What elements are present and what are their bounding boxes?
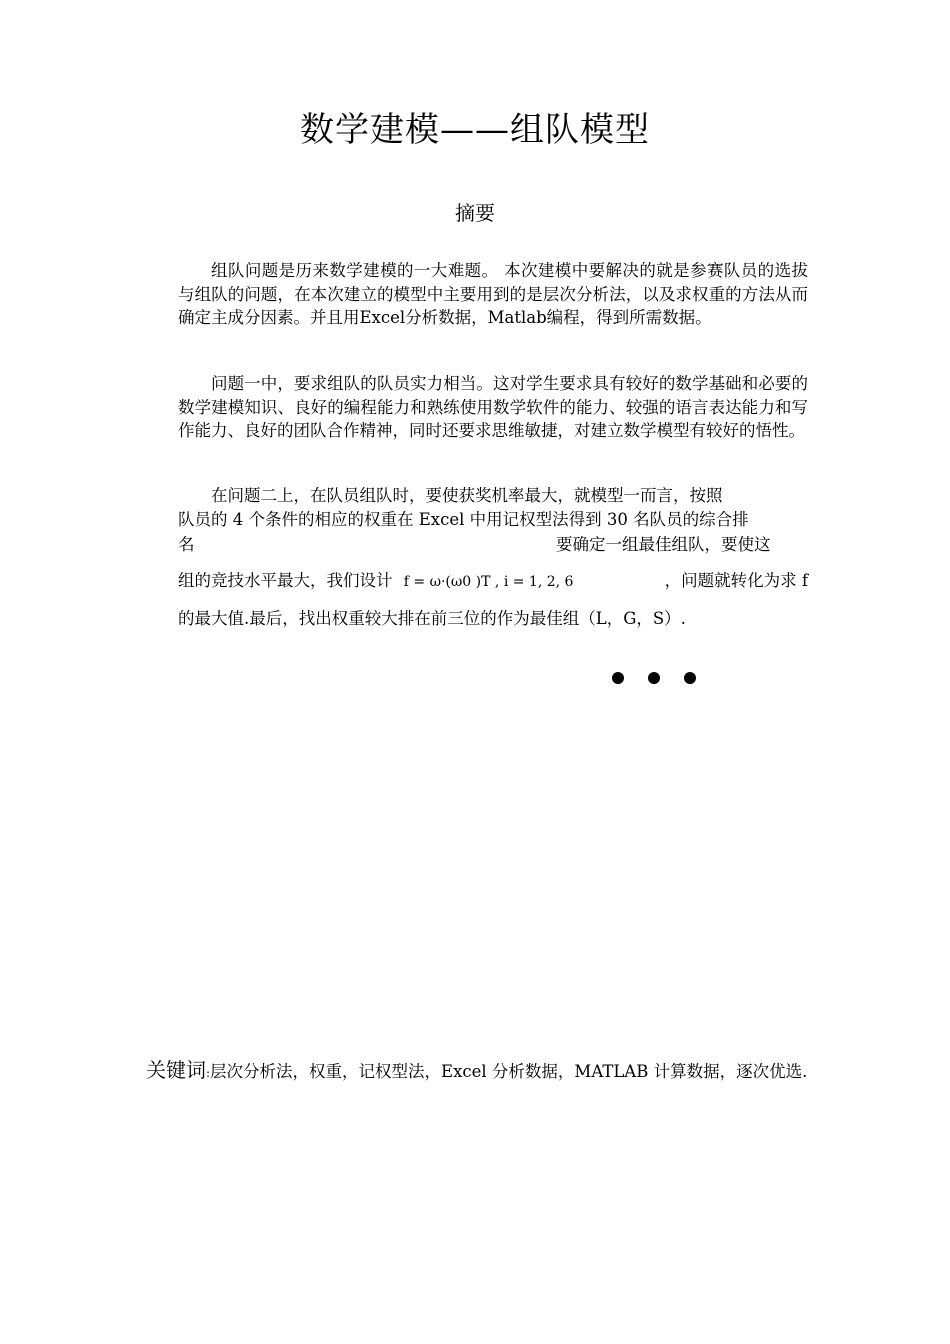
- document-title: 数学建模——组队模型: [300, 110, 650, 150]
- ellipsis-dots: [612, 672, 696, 684]
- paragraph-3-line-3: [178, 533, 808, 557]
- keywords-label: 关键词: [146, 1058, 206, 1082]
- abstract-paragraph-2: 问题一中，要求组队的队员实力相当。这对学生要求具有较好的数学基础和必要的数学建模知识、良好的编程能力和熟练使用数学软件的能力、较强的语言表达能力和写作能力、良好的团队合作精神，同时还要求思维敏捷，对建立数学模型有较好的悟性。: [178, 374, 808, 440]
- dot-icon: [648, 672, 660, 684]
- abstract-paragraph-1: 组队问题是历来数学建模的一大难题。 本次建模中要解决的就是参赛队员的选拔与组队的问题，在本次建立的模型中主要用到的是层次分析法，以及求权重的方法从而确定主成分因素。并且用Excel分析数据，Matlab编程，得到所需数据。: [178, 261, 808, 327]
- paragraph-3-line-4: [178, 569, 808, 595]
- abstract-heading: 摘要: [455, 201, 495, 225]
- keywords-text: 层次分析法，权重，记权型法，Excel 分析数据，MATLAB 计算数据，逐次优选.: [210, 1062, 808, 1081]
- dot-icon: [684, 672, 696, 684]
- paragraph-3-line-5: 的最大值.最后，找出权重较大排在前三位的作为最佳组（L，G，S）.: [178, 609, 686, 628]
- paragraph-3-line-3-right: 要确定一组最佳组队，要使这: [556, 535, 771, 554]
- keywords-colon: :: [206, 1066, 211, 1080]
- paragraph-3-line-4-right: ，问题就转化为求 f: [664, 571, 808, 590]
- paragraph-3-line-3-left: 名: [178, 535, 195, 554]
- keywords-section: [146, 1052, 808, 1091]
- dot-icon: [612, 672, 624, 684]
- objective-formula: f = ω·(ω0 )T , i = 1, 2, 6: [403, 574, 574, 590]
- paragraph-3-line-1: 在问题二上，在队员组队时，要使获奖机率最大，就模型一而言，按照: [211, 486, 723, 505]
- paragraph-3-line-2: 队员的 4 个条件的相应的权重在 Excel 中用记权型法得到 30 名队员的综合排: [178, 510, 749, 529]
- paragraph-3-line-4-left: 组的竞技水平最大，我们设计: [178, 571, 393, 590]
